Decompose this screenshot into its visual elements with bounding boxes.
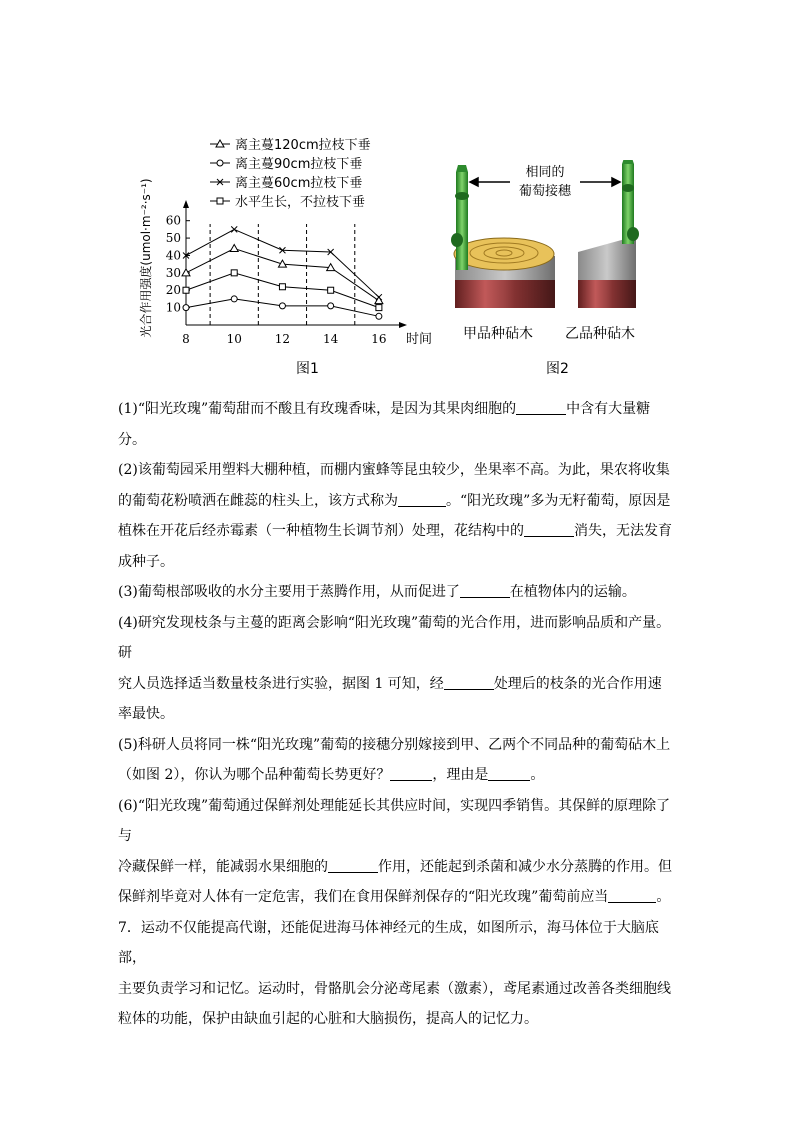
legend-label: 离主蔓120cm拉枝下垂: [235, 138, 371, 153]
data-point: [376, 305, 382, 311]
y-tick-label: 20: [165, 283, 181, 298]
annotation-text-1: 相同的: [525, 165, 565, 180]
legend-label: 离主蔓90cm拉枝下垂: [235, 157, 363, 172]
data-point: [328, 287, 334, 293]
answer-blank[interactable]: [328, 856, 378, 873]
data-point: [328, 303, 334, 309]
scion-right-image: [622, 160, 639, 244]
x-tick-label: 10: [226, 332, 242, 346]
answer-blank[interactable]: [398, 490, 446, 507]
figure-1-chart: [138, 130, 438, 352]
data-point: [279, 284, 285, 290]
chart-legend: [210, 137, 371, 210]
legend-label: 水平生长，不拉枝下垂: [235, 195, 366, 210]
data-point: [231, 296, 237, 302]
x-tick-label: 8: [182, 332, 190, 346]
data-point: [279, 303, 285, 309]
x-tick-label: 14: [323, 332, 339, 346]
answer-blank[interactable]: [488, 764, 530, 781]
label-stock-yi: 乙品种砧木: [565, 326, 635, 342]
answer-blank[interactable]: [516, 398, 566, 415]
answer-blank[interactable]: [444, 673, 494, 690]
y-tick-label: 10: [165, 300, 181, 315]
x-tick-label: 12: [274, 332, 291, 346]
question-3: (3)葡萄根部吸收的水分主要用于蒸腾作用，从而促进了 在植物体内的运输。: [118, 577, 678, 608]
figure-2-illustration: [440, 160, 670, 350]
annotation-text-2: 葡萄接穗: [518, 184, 572, 199]
x-tick-label: 16: [371, 332, 387, 346]
data-point: [231, 270, 237, 276]
stock-right-image: [578, 236, 636, 308]
answer-blank[interactable]: [460, 581, 510, 598]
figure-2-caption: 图2: [546, 361, 569, 377]
data-point: [183, 305, 189, 311]
question-4: (4)研究发现枝条与主蔓的距离会影响“阳光玫瑰”葡萄的光合作用，进而影响品质和产量。研 究人员选择适当数量枝条进行实验，据图 1 可知，经 处理后的枝条的光合作用速 率最快。: [118, 614, 671, 722]
answer-blank[interactable]: [524, 520, 574, 537]
x-axis-arrow: [399, 322, 407, 328]
series-line: [186, 249, 379, 301]
y-tick-label: 60: [165, 213, 181, 228]
question-6: (6)“阳光玫瑰”葡萄通过保鲜剂处理能延长其供应时间，实现四季销售。其保鲜的原理除了与 冷藏保鲜一样，能减弱水果细胞的 作用，还能起到杀菌和减少水分蒸腾的作用。但 保鲜剂毕竟对人体有一定危害，我们在食用保鲜剂保存的“阳光玫瑰”葡萄前应当 。: [118, 797, 672, 905]
question-7: 7．运动不仅能提高代谢，还能促进海马体神经元的生成，如图所示，海马体位于大脑底部， 主要负责学习和记忆。运动时，骨骼肌会分泌鸢尾素（激素），鸢尾素通过改善各类细胞线 粒体的功能，保护由缺血引起的心脏和大脑损伤，提高人的记忆力。: [118, 919, 671, 1027]
y-axis-arrow: [183, 200, 189, 208]
legend-marker: [217, 198, 223, 204]
question-1: (1)“阳光玫瑰”葡萄甜而不酸且有玫瑰香味，是因为其果肉细胞的 中含有大量糖分。: [118, 394, 678, 455]
figure-1-caption: 图1: [296, 361, 319, 377]
answer-blank[interactable]: [608, 886, 656, 903]
y-tick-label: 30: [165, 265, 181, 280]
y-tick-label: 50: [165, 231, 181, 246]
y-axis-label: 光合作用强度(umol·m⁻²·s⁻¹): [139, 178, 153, 338]
question-text: [118, 394, 678, 1035]
y-tick-label: 40: [165, 248, 181, 263]
stock-left-image: [454, 238, 555, 308]
question-5: (5)科研人员将同一株“阳光玫瑰”葡萄的接穗分别嫁接到甲、乙两个不同品种的葡萄砧木上 （如图 2），你认为哪个品种葡萄长势更好？ ，理由是 。: [118, 736, 671, 783]
chart-plot: [182, 226, 383, 319]
question-2: (2)该葡萄园采用塑料大棚种植，而棚内蜜蜂等昆虫较少，坐果率不高。为此，果农将收集 的葡萄花粉喷洒在雌蕊的柱头上，该方式称为 。“阳光玫瑰”多为无籽葡萄，原因是 植株在开花后经赤霉素（一种植物生长调节剂）处理，花结构中的 消失，无法发育 成种子。: [118, 462, 672, 570]
data-point: [376, 313, 382, 319]
data-point: [183, 287, 189, 293]
data-point: [230, 245, 238, 252]
x-axis-label: 时间: [406, 332, 433, 347]
legend-label: 离主蔓60cm拉枝下垂: [235, 176, 363, 191]
legend-marker: [217, 160, 223, 166]
label-stock-jia: 甲品种砧木: [463, 326, 533, 342]
answer-blank[interactable]: [390, 764, 432, 781]
